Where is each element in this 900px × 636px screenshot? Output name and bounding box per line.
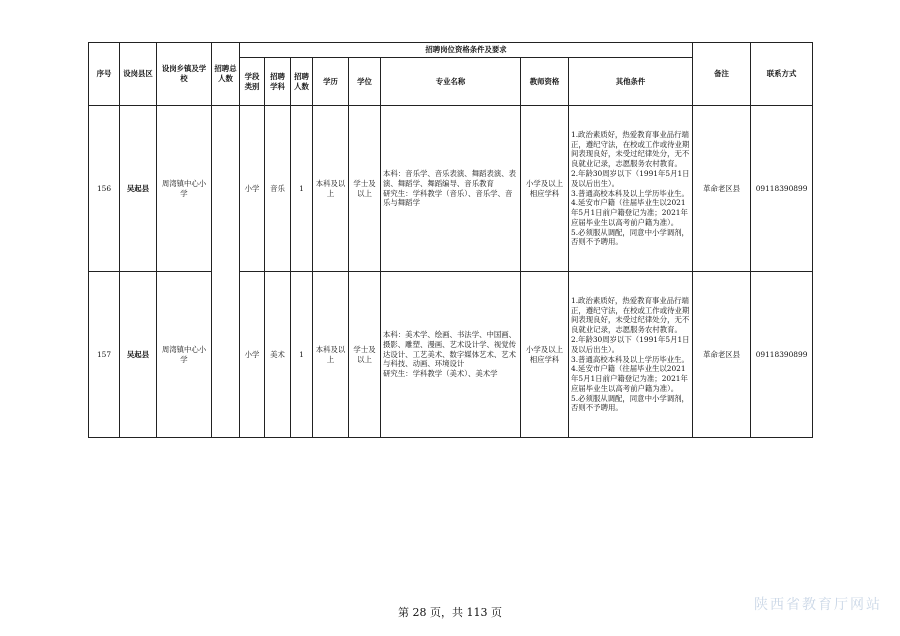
other-condition-5: 5.必须服从调配，同意中小学调剂，否则不予聘用。 [571,227,689,247]
major-grad: 研究生：学科教学（美术）、美术学 [383,369,498,379]
major-undergrad: 本科：音乐学、音乐表演、舞蹈表演、表演、舞蹈学、舞蹈编导、音乐教育 [383,168,517,188]
cell-subject: 美术 [265,272,291,438]
other-condition-3: 3.普通高校本科及以上学历毕业生。 [571,354,689,364]
header-subject: 招聘学科 [265,58,291,106]
major-undergrad: 本科：美术学、绘画、书法学、中国画、摄影、雕塑、漫画、艺术设计学、视觉传达设计、工艺美术、数字媒体艺术、艺术与科技、动画、环境设计 [383,330,517,369]
header-county: 设岗县区 [120,43,157,106]
other-condition-5: 5.必须服从调配，同意中小学调剂，否则不予聘用。 [571,393,689,413]
table-row [89,106,813,272]
cell-contact: 09118390899 [751,272,813,438]
cell-education: 本科及以上 [313,106,349,272]
header-count: 招聘人数 [291,58,313,106]
cell-subject: 音乐 [265,106,291,272]
other-condition-1: 1.政治素质好，热爱教育事业品行端正，遵纪守法，在校或工作或待业期间表现良好，未受过纪律处分，无不良就业记录，志愿服务农村教育。 [571,295,690,335]
recruitment-table [88,42,813,438]
cell-stage: 小学 [240,272,265,438]
cell-school: 周湾镇中心小学 [157,272,212,438]
cell-major [381,106,521,272]
other-condition-4: 4.延安市户籍（往届毕业生以2021年5月1日前户籍登记为准；2021年应届毕业生以高考前户籍为准）。 [571,198,688,227]
cell-count: 1 [291,272,313,438]
other-condition-4: 4.延安市户籍（往届毕业生以2021年5月1日前户籍登记为准；2021年应届毕业生以高考前户籍为准）。 [571,364,688,393]
header-seq: 序号 [89,43,120,106]
table-row [89,272,813,438]
cell-county: 吴起县 [120,272,157,438]
cell-seq: 157 [89,272,120,438]
header-teacher-cert: 教师资格 [521,58,569,106]
header-town-school: 设岗乡镇及学校 [157,43,212,106]
header-major: 专业名称 [381,58,521,106]
cell-contact: 09118390899 [751,106,813,272]
header-requirements-group: 招聘岗位资格条件及要求 [240,43,693,58]
other-condition-2: 2.年龄30周岁以下（1991年5月1日及以后出生）。 [571,168,690,188]
cell-count: 1 [291,106,313,272]
header-contact: 联系方式 [751,43,813,106]
cell-other [569,106,693,272]
header-degree: 学位 [349,58,381,106]
cell-major [381,272,521,438]
cell-school: 周湾镇中心小学 [157,106,212,272]
cell-seq: 156 [89,106,120,272]
other-condition-3: 3.普通高校本科及以上学历毕业生。 [571,188,689,198]
header-remark: 备注 [693,43,751,106]
cell-remark: 革命老区县 [693,106,751,272]
page-number: 第 28 页，共 113 页 [398,606,502,619]
header-total: 招聘总人数 [212,43,240,106]
major-grad: 研究生：学科教学（音乐）、音乐学、音乐与舞蹈学 [383,188,513,208]
other-condition-1: 1.政治素质好，热爱教育事业品行端正，遵纪守法，在校或工作或待业期间表现良好，未受过纪律处分，无不良就业记录，志愿服务农村教育。 [571,129,690,169]
header-stage: 学段类别 [240,58,265,106]
other-condition-2: 2.年龄30周岁以下（1991年5月1日及以后出生）。 [571,334,690,354]
cell-education: 本科及以上 [313,272,349,438]
watermark: 陕西省教育厅网站 [754,597,882,613]
cell-degree: 学士及以上 [349,106,381,272]
cell-teacher-cert: 小学及以上相应学科 [521,106,569,272]
cell-teacher-cert: 小学及以上相应学科 [521,272,569,438]
cell-degree: 学士及以上 [349,272,381,438]
cell-county: 吴起县 [120,106,157,272]
cell-stage: 小学 [240,106,265,272]
header-other: 其他条件 [569,58,693,106]
header-education: 学历 [313,58,349,106]
cell-remark: 革命老区县 [693,272,751,438]
cell-total [212,106,240,438]
cell-other [569,272,693,438]
